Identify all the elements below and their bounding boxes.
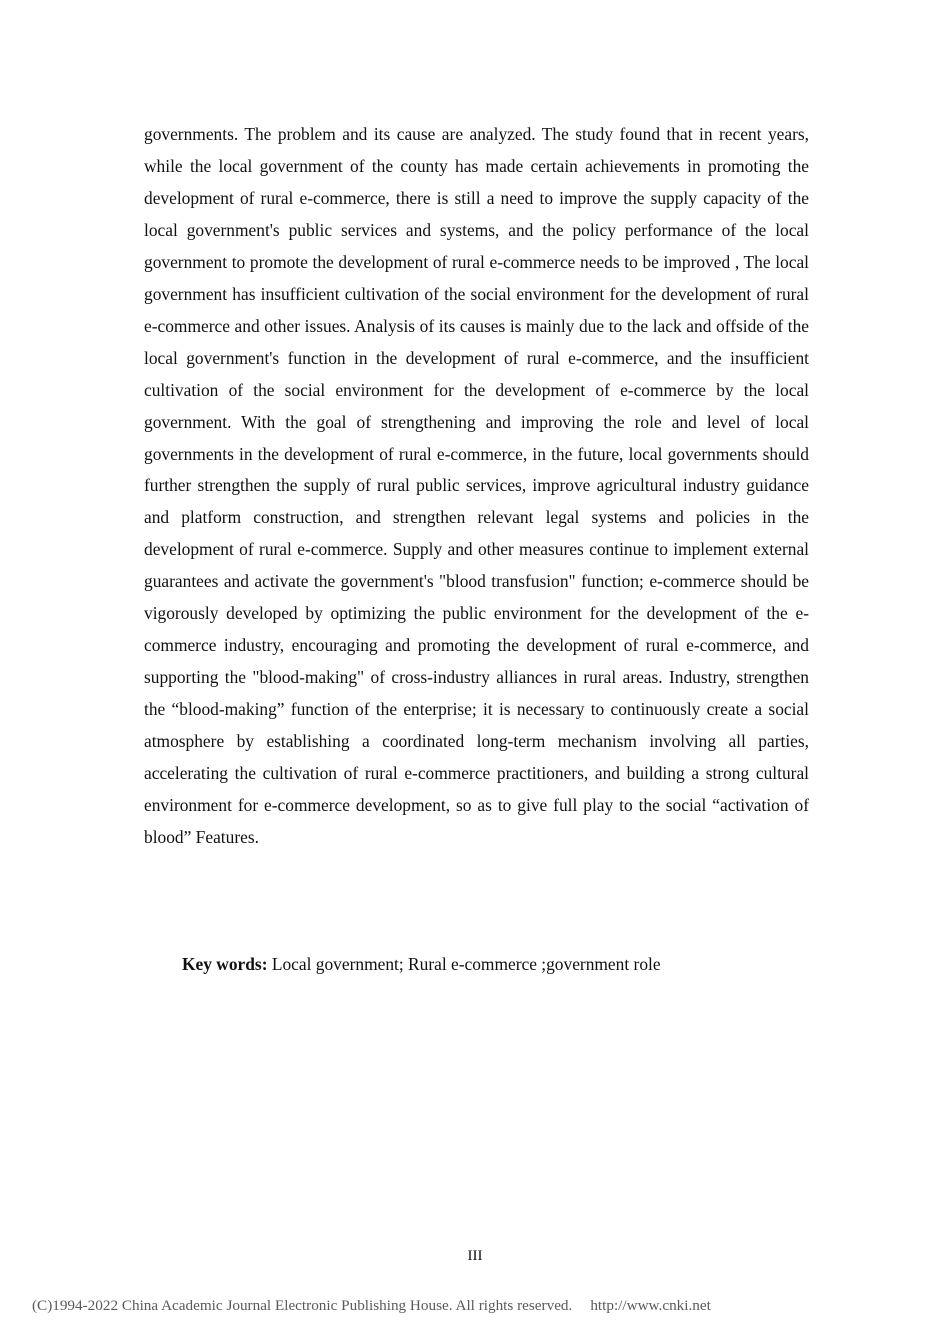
keywords-value: Local government; Rural e-commerce ;government role <box>267 954 661 974</box>
footer <box>32 1295 932 1317</box>
footer-copyright: (C)1994-2022 China Academic Journal Electronic Publishing House. All rights reserved. <box>32 1297 573 1314</box>
page-number: III <box>467 1248 483 1264</box>
keywords-line <box>182 950 802 978</box>
footer-url-link[interactable]: http://www.cnki.net <box>590 1297 711 1314</box>
abstract-body-text: governments. The problem and its cause are analyzed. The study found that in recent years, while the local government of the county has made certain achievements in promoting the development of rural e-commerce, there is still a need to improve the supply capacity of the local government's public services and systems, and the policy performance of the local government to promote the development of rural e-commerce needs to be improved , The local government has insufficient cultivation of the social environment for the development of rural e-commerce and other issues. Analysis of its causes is mainly due to the lack and offside of the local government's function in the development of rural e-commerce, and the insufficient cultivation of the social environment for the development of e-commerce by the local government. With the goal of strengthening and improving the role and level of local governments in the development of rural e-commerce, in the future, local governments should further strengthen the supply of rural public services, improve agricultural industry guidance and platform construction, and strengthen relevant legal systems and policies in the development of rural e-commerce. Supply and other measures continue to implement external guarantees and activate the government's "blood transfusion" function; e-commerce should be vigorously developed by optimizing the public environment for the development of the e-commerce industry, encouraging and promoting the development of rural e-commerce, and supporting the "blood-making" of cross-industry alliances in rural areas. Industry, strengthen the “blood-making” function of the enterprise; it is necessary to continuously create a social atmosphere by establishing a coordinated long-term mechanism involving all parties, accelerating the cultivation of rural e-commerce practitioners, and building a strong cultural environment for e-commerce development, so as to give full play to the social “activation of blood” Features. <box>144 124 809 847</box>
keywords-label: Key words: <box>182 954 268 974</box>
